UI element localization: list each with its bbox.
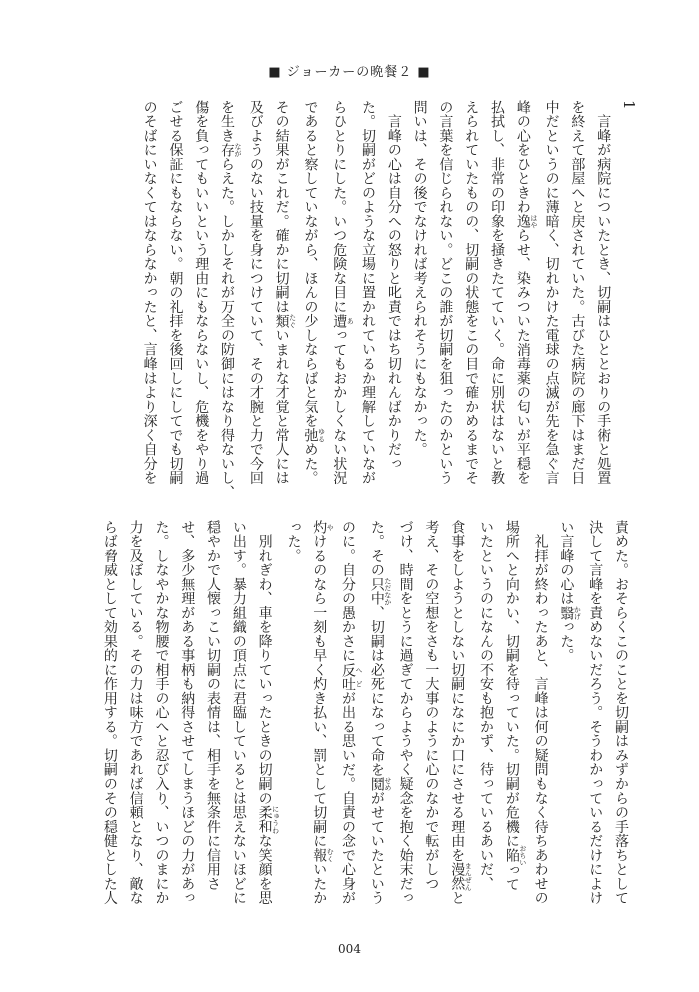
text-column: 傷を負ってもいいという理由にもならないし、危機をやり過 bbox=[193, 100, 210, 486]
text-column: 別れぎわ、車を降りていったときの切嗣の柔和 にゅうわな笑顔を思 bbox=[256, 520, 280, 906]
running-header: ■ ジョーカーの晩餐２ ■ bbox=[268, 65, 431, 80]
text-column: ごせる保証にもならない。朝の礼拝を後回しにしてでも切嗣 bbox=[167, 100, 184, 486]
text-block-upper bbox=[136, 100, 641, 500]
text-column: を生き存 ながらえた。しかしそれが万全の防御にはなり得ないし、 bbox=[219, 100, 243, 500]
ruby-annotation: 報 むく bbox=[311, 848, 335, 863]
text-column: 力を及ぼしている。その力は味方であれば信頼となり、敵な bbox=[127, 520, 144, 906]
text-column: を終えて部屋へと戻されていた。古びた病院の廊下はまだ日 bbox=[569, 100, 586, 486]
text-column: 考え、その空想をさも一大事のように心のなかで転がしつ bbox=[423, 520, 440, 891]
ruby-annotation: 柔和 にゅうわ bbox=[256, 805, 280, 834]
text-column: いたというのになんの不安も抱かず、待っているあいだ、 bbox=[478, 520, 495, 891]
text-column: 食事をしようとしない切嗣になにか口にさせる理由を漫然 まんぜんと bbox=[449, 520, 473, 906]
text-column: その結果がこれだ。確かに切嗣は類 たぐいまれな才覚と常人には bbox=[273, 100, 297, 486]
ruby-annotation: 陥 おちい bbox=[503, 844, 527, 866]
text-column: であると察していながら、ほんの少しならばと気を弛 ゆるめた。 bbox=[302, 100, 326, 486]
text-column: い出す。暴力組織の頂点に君臨しているとは思えないほどに bbox=[230, 520, 247, 906]
text-column: えられていたものの、切嗣の状態をこの目で確かめるまでそ bbox=[463, 100, 480, 486]
text-column: 場所へと向かい、切嗣を待っていた。切嗣が危機に陥 おちいって bbox=[503, 520, 527, 892]
text-column: 言峰の心は自分への怒りと叱責ではち切れんばかりだっ bbox=[385, 100, 402, 471]
text-column: 言峰が病院についたとき、切嗣はひととおりの手術と処置 bbox=[595, 100, 612, 486]
text-column: の言葉を信じられない。どこの誰が切嗣を狙ったのかという bbox=[437, 100, 454, 486]
ruby-annotation: 遭 あ bbox=[331, 313, 355, 329]
ruby-annotation: 灼 や bbox=[311, 520, 335, 535]
text-column: 責めた。おそらくこのことを切嗣はみずからの手落ちとして bbox=[613, 520, 629, 906]
text-column: 及びようのない技量を身につけていて、その才腕と力で今回 bbox=[247, 100, 264, 486]
text-column: た。切嗣がどのような立場に置かれているか理解していなが bbox=[360, 100, 377, 486]
text-column: 礼拝が終わったあと、言峰は何の疑問もなく待ちあわせの bbox=[532, 520, 549, 906]
text-column: せ、多少無理がある事柄も納得させてしまうほどの力があっ bbox=[179, 520, 196, 906]
text-block-lower bbox=[96, 520, 633, 912]
text-column: た。しなやかな物腰で相手の心へと忍び入り、いつのまにか bbox=[153, 520, 170, 906]
text-column: た。その只中 ただなか、切嗣は必死になって命を鬩 せめがせていたという bbox=[368, 520, 392, 906]
text-column: 問いは、その後でなければ考えられそうにもなかった。 bbox=[411, 100, 428, 457]
text-column: らば脅威として効果的に作用する。切嗣のその穏健とした人 bbox=[101, 520, 118, 906]
text-column: 決して言峰を責めないだろう。そうわかっているだけによけ bbox=[587, 520, 604, 906]
ruby-annotation: 弛 ゆる bbox=[302, 427, 326, 443]
ruby-annotation: 翳 かげ bbox=[558, 605, 582, 620]
ruby-annotation: 存 なが bbox=[219, 142, 243, 158]
text-column: のそばにいなくてはならなかったと、言峰はより深く自分を bbox=[141, 100, 158, 486]
text-column: った。 bbox=[285, 520, 302, 563]
ruby-annotation: 反吐 へど bbox=[340, 662, 364, 692]
ruby-annotation: 鬩 せめ bbox=[368, 776, 392, 791]
text-column: い言峰の心は翳 かげった。 bbox=[558, 520, 582, 663]
text-column: 灼 やけるのなら一刻も早く灼き払い、罰として切嗣に報 むくいたか bbox=[311, 520, 335, 906]
ruby-annotation: 逸 はや bbox=[514, 214, 538, 229]
page-number: 004 bbox=[338, 942, 361, 956]
ruby-annotation: 類 たぐ bbox=[273, 313, 297, 329]
text-column: 峰の心をひときわ逸 はやらせ、染みついた消毒薬の匂いが平穏を bbox=[514, 100, 538, 486]
text-column: づけ、時間をとうに過ぎてからようやく疑念を抱く始末だっ bbox=[397, 520, 414, 906]
ruby-annotation: 只中 ただなか bbox=[368, 577, 392, 606]
text-column: らひとりにした。いつ危険な目に遭 あってもおかしくない状況 bbox=[331, 100, 355, 486]
text-column: のに。自分の愚かさに反吐 へどが出る思いだ。自責の念で心身が bbox=[340, 520, 364, 906]
text-column: 穏やかで人懐っこい切嗣の表情は、相手を無条件に信用さ bbox=[205, 520, 222, 891]
ruby-annotation: 漫然 まんぜん bbox=[449, 862, 473, 891]
text-column: 中だというのに薄暗く、切れかけた電球の点滅が先を急ぐ言 bbox=[543, 100, 560, 486]
text-column: 払拭し、非常の印象を掻きたてていく。命に別状はないと教 bbox=[489, 100, 506, 486]
chapter-number: 1 bbox=[620, 100, 638, 110]
